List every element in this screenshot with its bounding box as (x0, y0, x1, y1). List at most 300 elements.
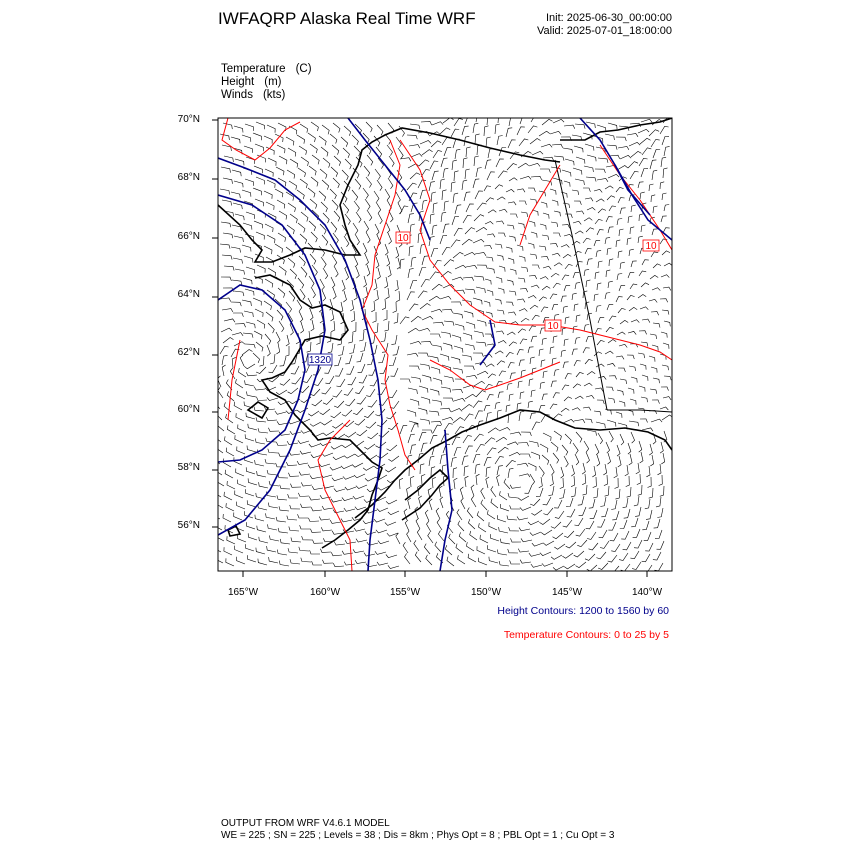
wind-barb (600, 541, 609, 548)
wind-barb (571, 476, 575, 487)
wind-barb (407, 183, 417, 190)
wind-barb (226, 448, 234, 456)
wind-barb (268, 503, 278, 508)
wind-barb (653, 264, 661, 268)
wind-barb (245, 380, 255, 386)
lat-label-56: 56°N (177, 520, 200, 531)
wind-barb (575, 124, 585, 129)
wind-barb (471, 496, 476, 507)
wind-barb (528, 126, 537, 133)
wind-barb (566, 542, 576, 548)
wind-barb (565, 374, 572, 379)
wind-barb (374, 279, 377, 290)
wind-barb (355, 386, 364, 394)
wind-barb (320, 169, 327, 179)
wind-barb (630, 399, 636, 405)
wind-barb (257, 265, 265, 273)
temp-label-10-a (396, 232, 410, 244)
wind-barb (268, 449, 278, 453)
wind-barb (352, 322, 356, 332)
wind-barb (477, 265, 487, 269)
wind-barb (651, 312, 659, 316)
wind-barb (638, 236, 643, 243)
wind-barb (536, 488, 543, 497)
wind-barb (630, 284, 637, 289)
wind-barb (431, 309, 442, 312)
wind-barb (245, 344, 255, 348)
wind-barb (353, 549, 364, 552)
wind-barb (345, 269, 349, 280)
wind-barb (297, 408, 308, 413)
wind-barb (587, 430, 597, 436)
wind-barb (277, 310, 283, 320)
wind-barb (655, 563, 664, 571)
wind-barb (357, 353, 364, 362)
wind-barb (454, 119, 463, 127)
wind-barb (507, 516, 517, 521)
wind-barb (300, 525, 310, 529)
wind-barb (420, 364, 430, 370)
wind-barb (449, 534, 455, 544)
lat-label-70: 70°N (177, 114, 200, 125)
wind-barb (629, 454, 632, 465)
wind-barb (563, 419, 574, 423)
wind-barb (517, 463, 528, 466)
wind-barb (276, 167, 284, 175)
model-config: WE = 225 ; SN = 225 ; Levels = 38 ; Dis = 8km ; Phys Opt = 8 ; PBL Opt = 1 ; Cu Opt = 3 (221, 830, 615, 841)
wind-barb (539, 297, 547, 301)
wind-barb (489, 557, 498, 563)
wind-barb (454, 478, 458, 489)
wind-barb (222, 355, 228, 365)
wind-barb (550, 294, 557, 299)
wind-barb (372, 312, 376, 323)
wind-barb (532, 151, 543, 155)
wind-barb (357, 397, 366, 404)
wind-barb (509, 527, 519, 531)
wind-barb (662, 193, 667, 200)
wind-barb (220, 244, 230, 249)
wind-barb (421, 397, 430, 404)
wind-barb (466, 204, 474, 212)
wind-barb (530, 474, 535, 485)
wind-barb (301, 267, 307, 277)
wind-barb (297, 461, 308, 465)
wind-barb (254, 221, 262, 228)
lat-label-62: 62°N (177, 347, 200, 358)
wind-barb (441, 212, 446, 222)
wind-barb (484, 186, 491, 191)
wind-barb (628, 162, 638, 168)
wind-barb (605, 237, 610, 244)
wind-barb (506, 189, 514, 192)
wind-barb (332, 478, 343, 481)
wind-barb (320, 409, 331, 415)
wind-barb (607, 248, 611, 255)
wind-barb (431, 192, 436, 202)
wind-barb (573, 384, 581, 388)
wind-barb (345, 214, 350, 225)
wind-barb (654, 519, 660, 528)
wind-barb (278, 474, 288, 478)
wind-barb (255, 439, 265, 445)
wind-barb (253, 298, 261, 306)
wind-barb (663, 397, 671, 400)
wind-barb (583, 238, 591, 243)
wind-barb (333, 456, 344, 460)
wind-barb (452, 216, 459, 225)
wind-barb (664, 205, 669, 212)
wind-barb (586, 228, 594, 232)
wind-barb (422, 316, 433, 320)
wind-barb (477, 511, 484, 521)
wind-barb (345, 355, 352, 364)
wind-barb (382, 299, 386, 310)
wind-barb (419, 386, 428, 393)
wind-barb (452, 160, 457, 170)
wind-barb (222, 200, 232, 206)
wind-barb (466, 322, 475, 329)
wind-barb (509, 342, 517, 346)
wind-barb (258, 559, 267, 565)
wind-barb (405, 520, 409, 531)
wind-barb (520, 339, 527, 344)
wind-barb (431, 248, 438, 257)
wind-barb (592, 466, 595, 477)
wind-barb (408, 434, 415, 443)
wind-barb (593, 477, 597, 488)
wind-barb (239, 368, 247, 377)
wind-barb (288, 473, 299, 477)
wind-barb (227, 536, 235, 544)
wind-barb (451, 302, 462, 306)
wind-barb (433, 151, 442, 159)
wind-barb (243, 278, 252, 284)
map-frame (218, 118, 672, 571)
wind-barb (332, 200, 338, 210)
wind-barb (375, 169, 380, 180)
wind-barb (609, 316, 616, 321)
wind-barb (637, 474, 641, 485)
wind-barb (234, 291, 244, 296)
wind-barb (275, 189, 283, 197)
wind-barb (467, 508, 473, 519)
wind-barb (541, 530, 552, 535)
wind-barb (475, 411, 483, 419)
wind-barb (587, 155, 596, 161)
wind-barb (529, 326, 536, 331)
wind-barb (500, 539, 510, 544)
wind-barb (607, 145, 617, 150)
wind-barb (374, 323, 378, 333)
wind-barb (332, 531, 343, 535)
wind-barb (475, 464, 480, 474)
wind-barb (499, 428, 510, 432)
wind-barb (601, 508, 608, 517)
height-contours-legend: Height Contours: 1200 to 1560 by 60 (497, 605, 669, 617)
wind-barb (321, 420, 332, 425)
wind-barb (552, 304, 558, 310)
wind-barb (292, 377, 301, 384)
wind-barb (444, 321, 454, 326)
wind-barb (521, 318, 529, 322)
wind-barb (334, 357, 341, 366)
wind-barb (319, 464, 330, 467)
wind-barb (496, 159, 504, 167)
wind-barb (488, 148, 494, 158)
wind-barb (279, 321, 284, 332)
wind-barb (530, 499, 540, 506)
wind-barb (408, 498, 411, 509)
wind-barb (617, 166, 628, 171)
wind-barb (497, 550, 507, 556)
wind-barb (298, 223, 305, 233)
wind-barb (531, 390, 536, 397)
wind-barb (309, 497, 320, 501)
wind-barb (650, 389, 657, 394)
wind-barb (636, 463, 640, 474)
wind-barb (455, 324, 464, 330)
wind-barb (576, 432, 582, 442)
wind-barb (529, 379, 533, 386)
wind-barb (344, 236, 349, 247)
wind-barb (575, 454, 579, 465)
wind-barb (639, 386, 645, 392)
wind-barb (530, 254, 537, 259)
wind-barb (587, 372, 595, 376)
wind-barb (543, 371, 548, 378)
wind-barb (576, 562, 587, 568)
wind-barb (660, 299, 668, 303)
wind-barb (288, 388, 298, 394)
wind-barb (279, 156, 287, 164)
wind-barb (234, 513, 242, 521)
wind-barb (466, 375, 477, 378)
wind-barb (246, 267, 255, 274)
wind-barb (508, 549, 518, 553)
wind-barb (387, 445, 397, 451)
wind-barb (631, 320, 639, 323)
wind-barb (531, 564, 542, 567)
svg-text:1320: 1320 (308, 355, 332, 366)
wind-barb (245, 124, 254, 131)
wind-barb (479, 523, 487, 532)
wind-barb (343, 476, 354, 479)
wind-barb (561, 467, 564, 478)
wind-barb (542, 338, 547, 345)
wind-barb (528, 463, 536, 471)
wind-barb (623, 498, 628, 508)
wind-barb (564, 125, 575, 129)
wind-barb (463, 333, 472, 340)
wind-barb (316, 334, 320, 345)
wind-barb (223, 178, 233, 184)
wind-barb (300, 234, 307, 244)
wind-barb (598, 209, 606, 213)
wind-barb (359, 331, 364, 341)
wind-barb (246, 212, 255, 219)
wind-barb (312, 540, 323, 544)
wind-barb (366, 422, 376, 428)
wind-barb (445, 545, 452, 555)
wind-barb (464, 311, 473, 317)
wind-barb (573, 221, 581, 224)
wind-barb (651, 252, 658, 257)
wind-barb (653, 552, 661, 560)
wind-barb (508, 468, 513, 478)
wind-barb (221, 328, 232, 332)
wind-barb (631, 261, 637, 267)
wind-barb (499, 527, 508, 533)
wind-barb (289, 236, 296, 245)
wind-barb (244, 256, 253, 263)
wind-barb (519, 360, 525, 366)
wind-barb (540, 382, 545, 389)
wind-barb (596, 364, 604, 367)
wind-barb (661, 157, 666, 167)
wind-barb (550, 347, 554, 354)
wind-barb (644, 532, 651, 540)
wind-barb (553, 393, 560, 398)
wind-barb (487, 448, 496, 455)
wind-barb (386, 288, 390, 299)
wind-barb (499, 371, 506, 376)
wind-barb (618, 251, 622, 258)
wind-barb (265, 279, 273, 288)
wind-barb (275, 244, 283, 253)
wind-barb (640, 307, 648, 310)
wind-barb (410, 173, 420, 179)
wind-barb (574, 420, 585, 424)
wind-barb (597, 519, 605, 527)
wind-barb (246, 391, 256, 397)
wind-barb (639, 331, 647, 335)
wind-barb (576, 529, 585, 536)
wind-barb (290, 505, 300, 509)
wind-barb (334, 401, 344, 408)
wind-barb (331, 321, 335, 332)
wind-barb (487, 290, 493, 296)
wind-barb (474, 381, 485, 386)
wind-barb (519, 527, 530, 530)
wind-barb (385, 189, 390, 200)
wind-barb (632, 562, 641, 570)
wind-barb (246, 372, 257, 376)
wind-barb (276, 517, 286, 522)
wind-barb (409, 145, 420, 149)
wind-barb (575, 231, 583, 234)
wind-barb (288, 148, 296, 157)
wind-barb (386, 555, 397, 558)
wind-barb (280, 539, 290, 544)
wind-barb (473, 239, 484, 243)
wind-barb (242, 300, 251, 306)
wind-barb (597, 340, 605, 345)
wind-barb (528, 296, 536, 299)
wind-barb (384, 277, 387, 288)
wind-barb (344, 508, 355, 511)
wind-barb (615, 489, 620, 499)
wind-barb (227, 481, 235, 489)
wind-barb (563, 148, 573, 153)
wind-barb (411, 424, 419, 432)
wind-barb (484, 245, 492, 249)
wind-barb (466, 147, 471, 157)
wind-barb (253, 353, 260, 363)
wind-barb (290, 159, 298, 168)
wind-barb (444, 423, 453, 431)
wind-barb (504, 479, 510, 489)
wind-barb (409, 366, 419, 370)
wind-barb (265, 224, 273, 232)
wind-barb (433, 378, 442, 385)
wind-barb (330, 520, 341, 523)
lat-label-58: 58°N (177, 462, 200, 473)
lat-label-64: 64°N (177, 289, 200, 300)
wind-barb (571, 487, 576, 497)
wind-barb (308, 133, 315, 142)
wind-barb (496, 221, 504, 224)
wind-barb (629, 249, 634, 256)
wind-barb (321, 474, 332, 477)
wind-barb (572, 408, 580, 411)
lon-label-145: 145°W (551, 587, 583, 598)
wind-barb (322, 453, 333, 456)
wind-barb (247, 446, 256, 453)
wind-barb (334, 488, 345, 491)
wind-barb (564, 456, 568, 467)
wind-barb (652, 170, 657, 180)
wind-barb (605, 351, 613, 354)
wind-barb (345, 487, 356, 490)
wind-barb (645, 499, 650, 509)
wind-barb (573, 443, 578, 454)
wind-barb (265, 169, 273, 177)
wind-barb (629, 366, 636, 371)
wind-barb (235, 546, 243, 553)
wind-barb (617, 219, 622, 226)
wind-barb (234, 236, 243, 242)
wind-barb (332, 423, 343, 428)
wind-barb (495, 124, 500, 134)
wind-barb (235, 435, 243, 443)
wind-barb (310, 529, 321, 533)
wind-barb (429, 499, 432, 510)
wind-barb (584, 269, 589, 276)
wind-barb (528, 347, 534, 353)
wind-barb (650, 160, 656, 169)
field-winds: Winds (kts) (221, 89, 286, 101)
wind-barb (433, 425, 441, 433)
wind-barb (343, 148, 350, 158)
wind-barb (465, 476, 469, 487)
wind-barb (620, 434, 624, 445)
wind-barb (617, 445, 620, 456)
wind-barb (236, 379, 244, 388)
wind-barb (506, 460, 516, 467)
wind-barb (385, 134, 391, 145)
wind-barb (542, 563, 553, 566)
wind-barb (310, 422, 321, 426)
wind-barb (367, 542, 378, 545)
wind-barb (587, 259, 593, 265)
wind-barb (280, 485, 290, 489)
wind-barb (396, 247, 399, 258)
wind-barb (657, 508, 663, 518)
wind-barb (509, 452, 520, 456)
wind-barb (235, 324, 246, 328)
wind-barb (331, 412, 341, 418)
